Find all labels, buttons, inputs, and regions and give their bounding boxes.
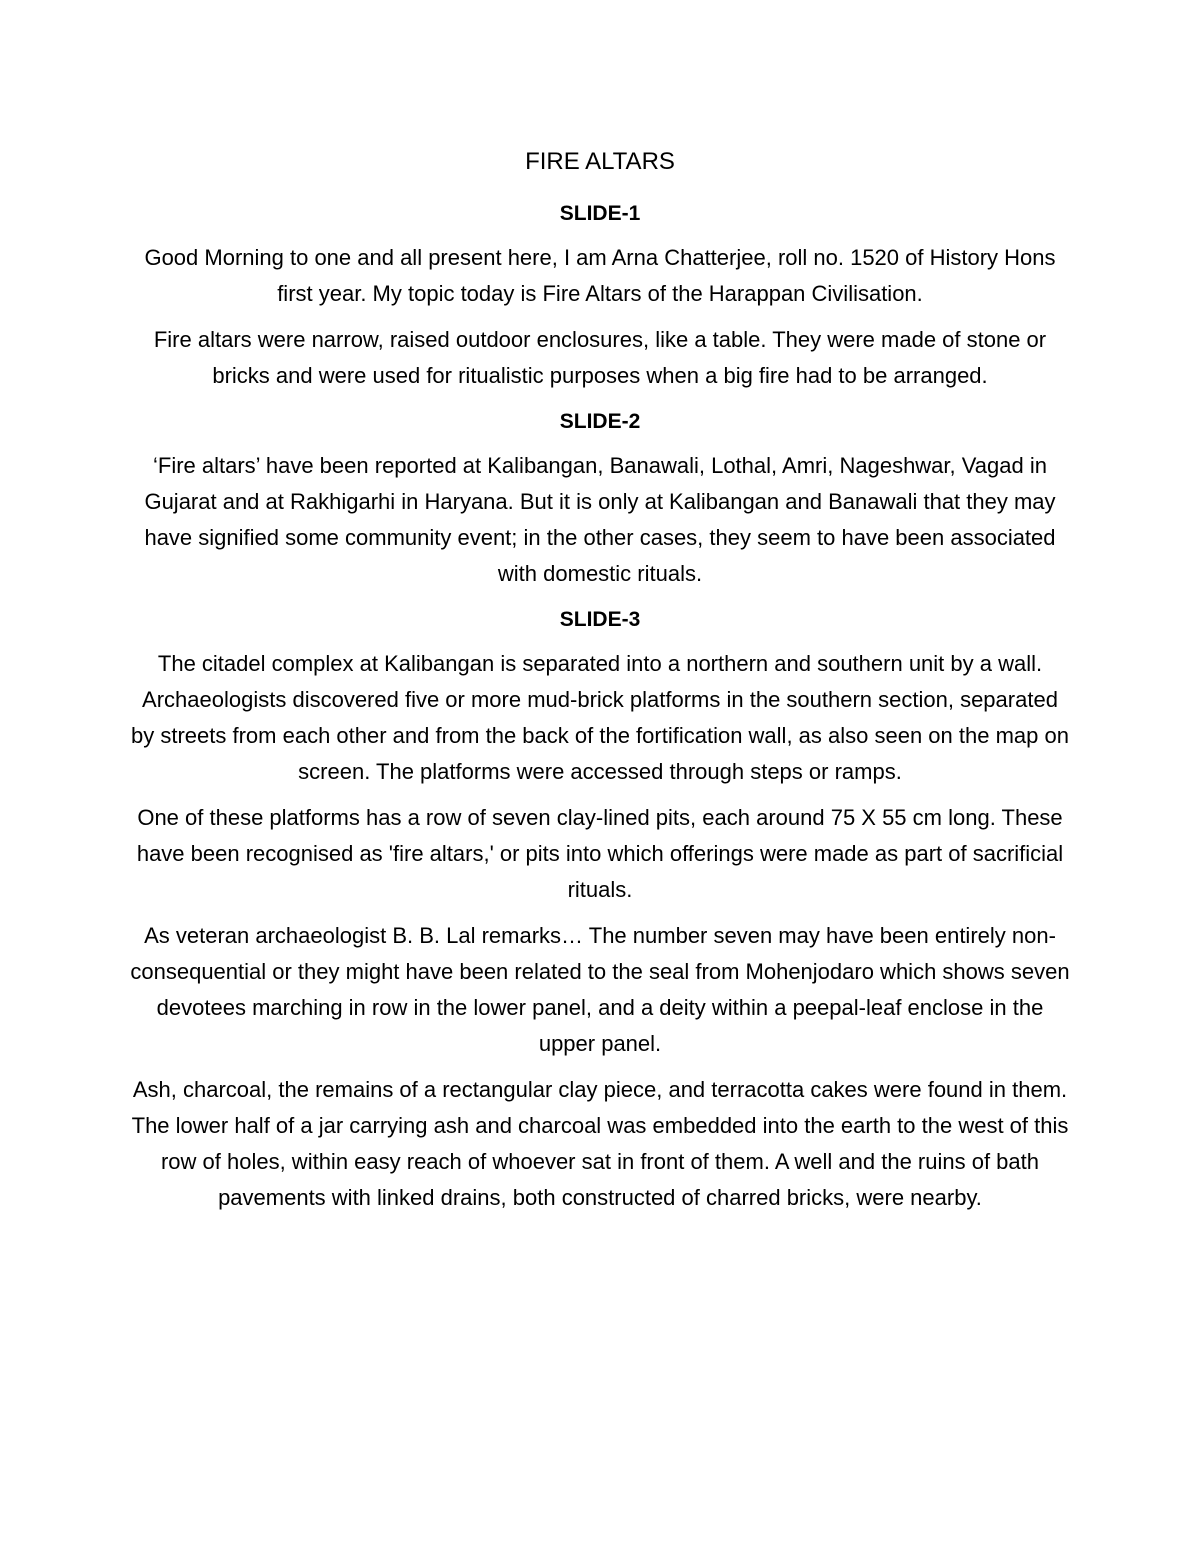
slide-heading: SLIDE-2	[559, 410, 641, 433]
paragraph: Ash, charcoal, the remains of a rectangular clay piece, and terracotta cakes were found in them. The lower half of a jar carrying ash and charcoal was embedded into the earth to the west of this row of holes, within easy reach of whoever sat in front of them. A well and the ruins of bath pavements with linked drains, both constructed of charred bricks, were nearby.	[131, 1077, 1069, 1210]
document-page	[130, 140, 1070, 1226]
paragraph: ‘Fire altars’ have been reported at Kalibangan, Banawali, Lothal, Amri, Nageshwar, Vagad in Gujarat and at Rakhigarhi in Haryana. But it is only at Kalibangan and Banawali that they may have signified some community event; in the other cases, they seem to have been associated with domestic rituals.	[144, 453, 1056, 586]
slide-section-2	[130, 404, 1070, 592]
slide-section-1	[130, 196, 1070, 394]
slide-heading: SLIDE-1	[559, 202, 641, 225]
paragraph: One of these platforms has a row of seven clay-lined pits, each around 75 X 55 cm long. These have been recognised as 'fire altars,' or pits into which offerings were made as part of sacrificial rituals.	[136, 805, 1064, 902]
slide-section-3	[130, 602, 1070, 1216]
paragraph: Good Morning to one and all present here, I am Arna Chatterjee, roll no. 1520 of History Hons first year. My topic today is Fire Altars of the Harappan Civilisation.	[144, 245, 1056, 306]
paragraph: Fire altars were narrow, raised outdoor enclosures, like a table. They were made of stone or bricks and were used for ritualistic purposes when a big fire had to be arranged.	[153, 327, 1047, 388]
paragraph: The citadel complex at Kalibangan is separated into a northern and southern unit by a wall. Archaeologists discovered five or more mud-brick platforms in the southern section, separated by streets from each other and from the back of the fortification wall, as also seen on the map on screen. The platforms were accessed through steps or ramps.	[131, 651, 1069, 784]
slide-heading: SLIDE-3	[559, 608, 641, 631]
paragraph: As veteran archaeologist B. B. Lal remarks… The number seven may have been entirely non- consequential or they might have been related to the seal from Mohenjodaro which shows seven devotees marching in row in the lower panel, and a deity within a peepal-leaf enclose in the upper panel.	[130, 923, 1070, 1056]
document-title: FIRE ALTARS	[525, 148, 675, 175]
